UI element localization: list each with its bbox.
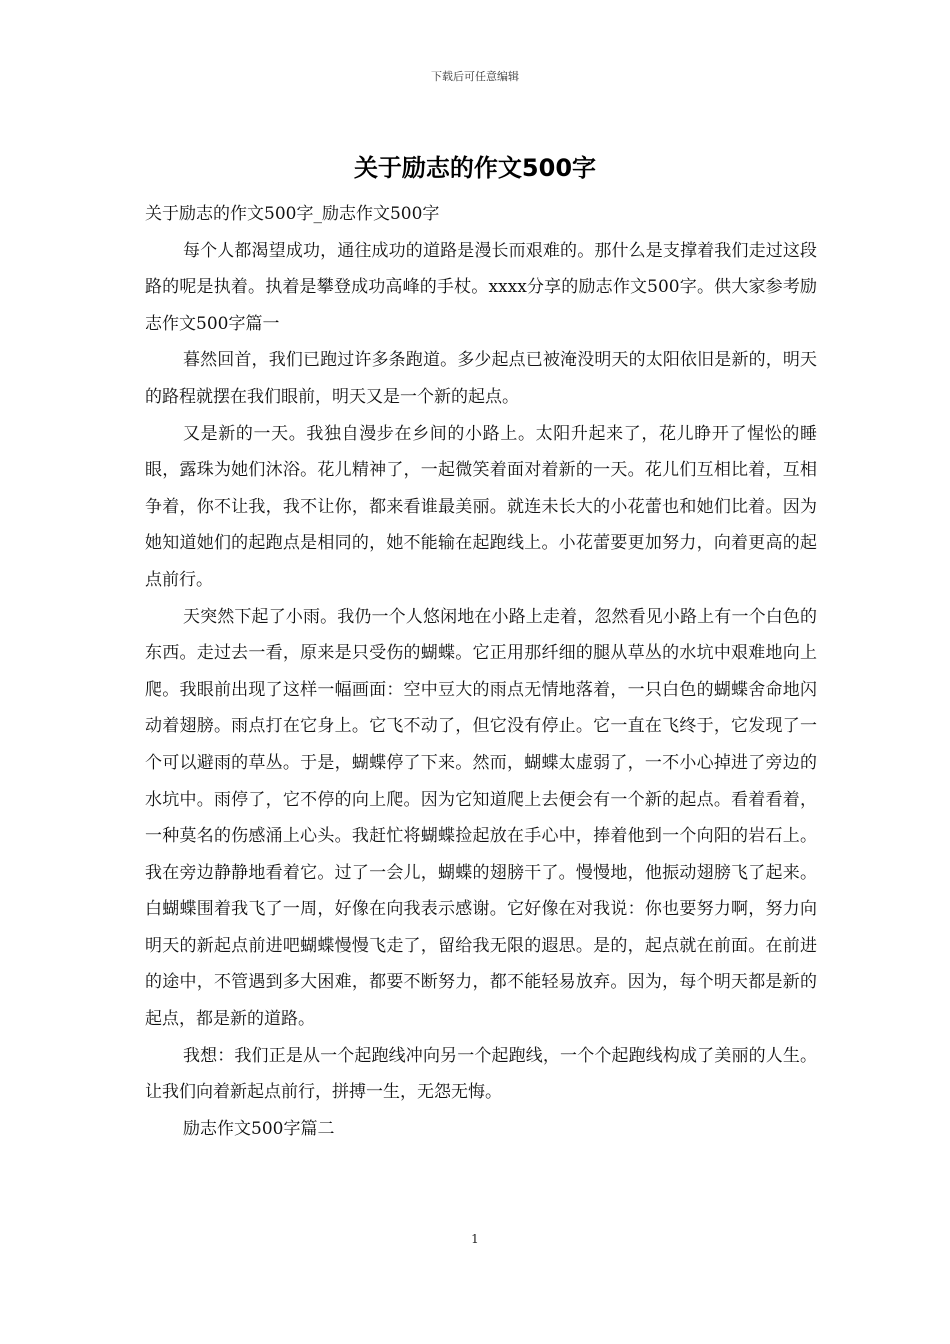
page-number: 1	[471, 1232, 479, 1246]
paragraph-2: 暮然回首，我们已跑过许多条跑道。多少起点已被淹没明天的太阳依旧是新的，明天的路程就摆在我们眼前，明天又是一个新的起点。	[145, 350, 817, 407]
paragraph-3: 又是新的一天。我独自漫步在乡间的小路上。太阳升起来了，花儿睁开了惺忪的睡眼，露珠为她们沐浴。花儿精神了，一起微笑着面对着新的一天。花儿们互相比着，互相争着，你不让我，我不让你，都来看谁最美丽。就连未长大的小花蕾也和她们比着。因为她知道她们的起跑点是相同的，她不能输在起跑线上。小花蕾要更加努力，向着更高的起点前行。	[145, 423, 817, 590]
header-note: 下载后可任意编辑	[431, 70, 519, 83]
subtitle-line: 关于励志的作文500字_励志作文500字	[145, 204, 440, 224]
document-body	[145, 196, 817, 1147]
document-title: 关于励志的作文500字	[353, 154, 597, 182]
paragraph-4: 天突然下起了小雨。我仍一个人悠闲地在小路上走着，忽然看见小路上有一个白色的东西。走过去一看，原来是只受伤的蝴蝶。它正用那纤细的腿从草丛的水坑中艰难地向上爬。我眼前出现了这样一幅画面：空中豆大的雨点无情地落着，一只白色的蝴蝶舍命地闪动着翅膀。雨点打在它身上。它飞不动了，但它没有停止。它一直在飞终于，它发现了一个可以避雨的草丛。于是，蝴蝶停了下来。然而，蝴蝶太虚弱了，一不小心掉进了旁边的水坑中。雨停了，它不停的向上爬。因为它知道爬上去便会有一个新的起点。看着看着，一种莫名的伤感涌上心头。我赶忙将蝴蝶捡起放在手心中，捧着他到一个向阳的岩石上。我在旁边静静地看着它。过了一会儿，蝴蝶的翅膀干了。慢慢地，他振动翅膀飞了起来。白蝴蝶围着我飞了一周，好像在向我表示感谢。它好像在对我说：你也要努力啊，努力向明天的新起点前进吧蝴蝶慢慢飞走了，留给我无限的遐思。是的，起点就在前面。在前进的途中，不管遇到多大困难，都要不断努力，都不能轻易放弃。因为，每个明天都是新的起点，都是新的道路。	[145, 606, 817, 1030]
paragraph-5: 我想：我们正是从一个起跑线冲向另一个起跑线，一个个起跑线构成了美丽的人生。让我们向着新起点前行，拼搏一生，无怨无悔。	[145, 1045, 817, 1103]
section-heading-2: 励志作文500字篇二	[183, 1118, 335, 1139]
paragraph-1: 每个人都渴望成功，通往成功的道路是漫长而艰难的。那什么是支撑着我们走过这段路的呢是执着。执着是攀登成功高峰的手杖。xxxx分享的励志作文500字。供大家参考励志作文500字篇一	[145, 240, 817, 334]
